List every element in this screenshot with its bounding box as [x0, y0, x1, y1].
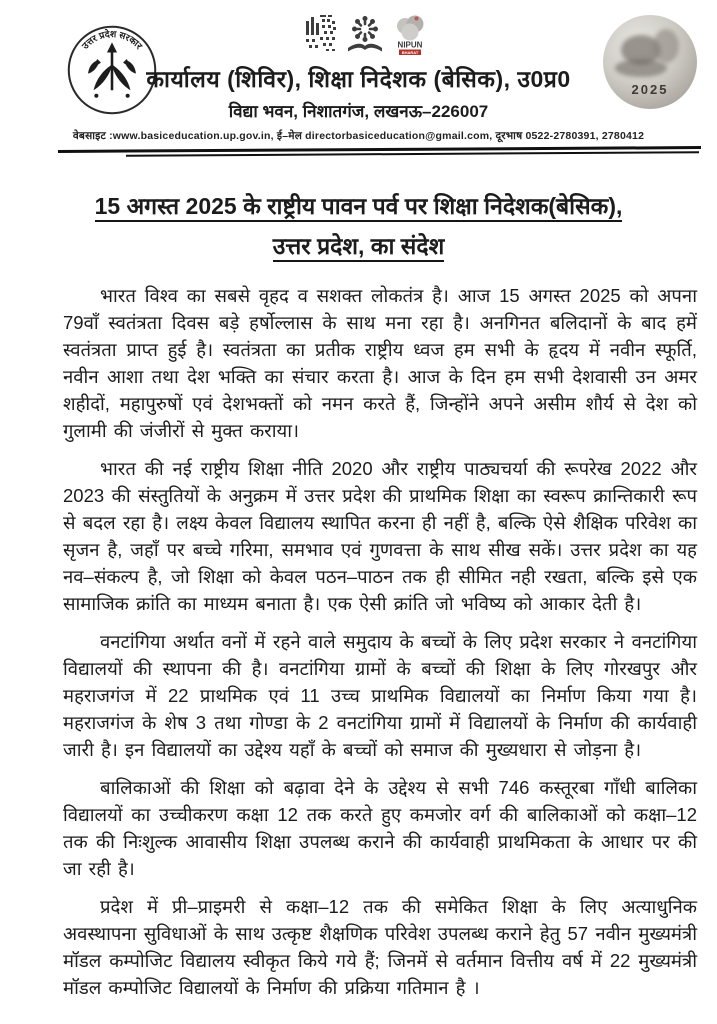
- paragraph-2: भारत की नई राष्ट्रीय शिक्षा नीति 2020 और राष्ट्रीय पाठ्यचर्या की रूपरेख 2022 और 2023 की संस्तुतियों के अनुक्रम में उत्तर प्रदेश की प्राथमिक शिक्षा का स्वरूप क्रान्तिकारी रूप से बदल रहा है। लक्ष्य केवल विद्यालय स्थापित करना ही नहीं है, बल्कि ऐसे शैक्षिक परिवेश का सृजन है, जहाँ पर बच्चे गरिमा, समभाव एवं गुणवत्ता के साथ सीख सकें। उत्तर प्रदेश का यह नव–संकल्प है, जो शिक्षा को केवल पठन–पाठन तक ही सीमित नही रखता, बल्कि इसे एक सामाजिक क्रांति का माध्यम बनाता है। एक ऐसी क्रांति जो भविष्य को आकार देती है।: [63, 458, 697, 614]
- title-line-2: उत्तर प्रदेश, का संदेश: [273, 233, 444, 262]
- data-dots-logo-icon: [304, 13, 338, 53]
- contact-line: वेबसाइट :www.basiceducation.up.gov.in, ई–मेल directorbasiceducation@gmail.com, दूरभाष 0522-2780391, 2780412: [72, 130, 645, 142]
- letterhead: [0, 0, 717, 160]
- nipun-text: NIPUN: [397, 40, 423, 50]
- separator-rule-echo: [126, 151, 699, 157]
- school-education-circle-logo-icon: [345, 13, 385, 57]
- emblem-arc-text: उत्तर प्रदेश सरकार: [79, 28, 145, 51]
- paragraph-5: प्रदेश में प्री–प्राइमरी से कक्षा–12 तक की समेकित शिक्षा के लिए अत्याधुनिक अवस्थापना सुविधाओं के साथ उत्कृष्ट शैक्षणिक परिवेश उपलब्ध कराने हेतु 57 नवीन मुख्यमंत्री मॉडल कम्पोजिट विद्यालय स्वीकृत किये गये हैं; जिनमें से वर्तमान वित्तीय वर्ष में 22 मुख्यमंत्री मॉडल कम्पोजिट विद्यालयों के निर्माण की प्रक्रिया गतिमान है ।: [63, 896, 697, 998]
- bharat-text: BHARAT: [401, 49, 419, 55]
- office-address: विद्या भवन, निशातगंज, लखनऊ–226007: [228, 102, 489, 121]
- message-body: [63, 282, 697, 1001]
- commemorative-seal-icon: [603, 15, 697, 109]
- office-name: कार्यालय (शिविर), शिक्षा निदेशक (बेसिक), उ0प्र0: [146, 66, 571, 92]
- message-title: [0, 186, 717, 266]
- nipun-bharat-logo-icon: [392, 13, 428, 59]
- title-line-1: 15 अगस्त 2025 के राष्ट्रीय पावन पर्व पर शिक्षा निदेशक(बेसिक),: [95, 193, 623, 222]
- seal-year: 2025: [631, 82, 669, 97]
- paragraph-3: वनटांगिया अर्थात वनों में रहने वाले समुदाय के बच्चों के लिए प्रदेश सरकार ने वनटांगिया विद्यालयों की स्थापना की है। वनटांगिया ग्रामों के बच्चों की शिक्षा के लिए गोरखपुर और महराजगंज में 22 प्राथमिक एवं 11 उच्च प्राथमिक विद्यालयों का निर्माण किया गया है। महराजगंज के शेष 3 तथा गोण्डा के 2 वनटांगिया ग्रामों में विद्यालयों के निर्माण की कार्यवाही जारी है। इन विद्यालयों का उद्देश्य यहाँ के बच्चों को समाज की मुख्यधारा से जोड़ना है।: [63, 631, 697, 760]
- paragraph-4: बालिकाओं की शिक्षा को बढ़ावा देने के उद्देश्य से सभी 746 कस्तूरबा गाँधी बालिका विद्यालयों का उच्चीकरण कक्षा 12 तक करते हुए कमजोर वर्ग की बालिकाओं को कक्षा–12 तक की निःशुल्क आवासीय शिक्षा उपलब्ध कराने की कार्यवाही प्राथमिकता के आधार पर की जा रही है।: [63, 777, 697, 879]
- paragraph-1: भारत विश्व का सबसे वृहद व सशक्त लोकतंत्र है। आज 15 अगस्त 2025 को अपना 79वाँ स्वतंत्रता दिवस बड़े हर्षोल्लास के साथ मना रहा है। अनगिनत बलिदानों के बाद हमें स्वतंत्रता प्राप्त हुई है। स्वतंत्रता का प्रतीक राष्ट्रीय ध्वज हम सभी के हृदय में नवीन स्फूर्ति, नवीन आशा तथा देश भक्ति का संचार करता है। आज के दिन हम सभी देशवासी उन अमर शहीदों, महापुरुषों एवं देशभक्तों को नमन करते हैं, जिन्होंने अपने असीम शौर्य से देश को गुलामी की जंजीरों से मुक्त कराया।: [63, 285, 697, 441]
- header-logos: [304, 13, 430, 61]
